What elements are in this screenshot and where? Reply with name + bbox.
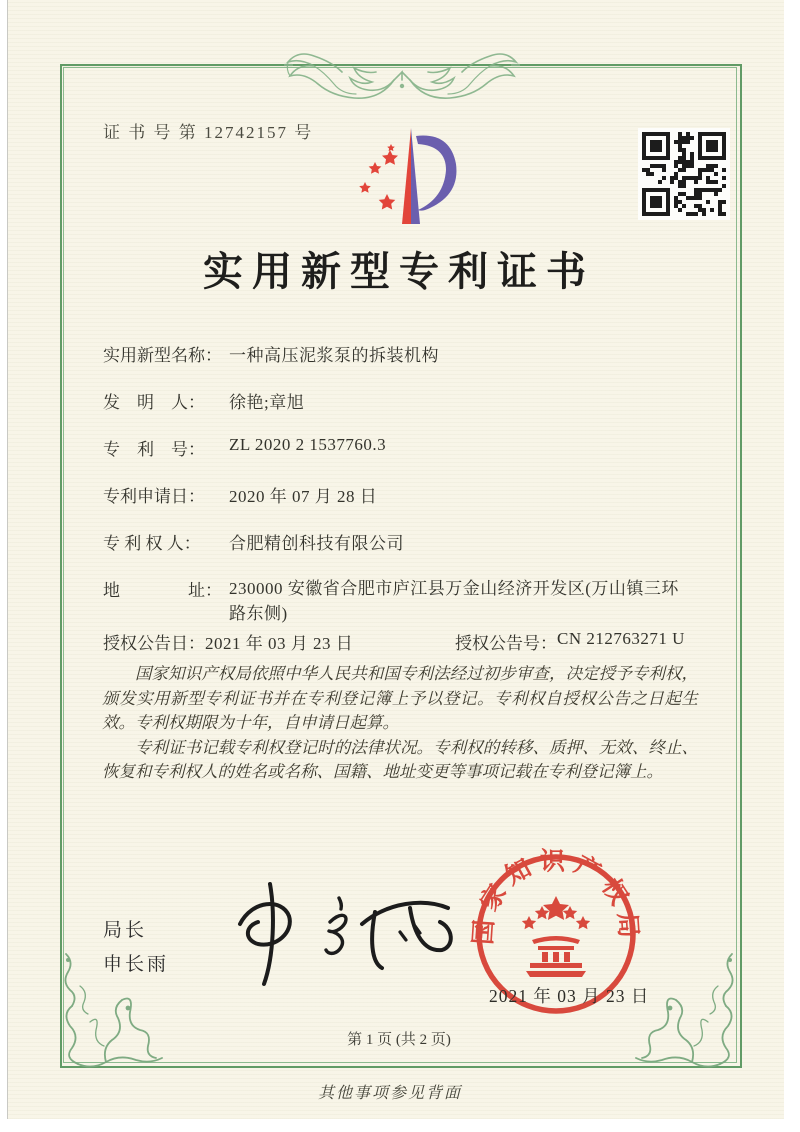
grant-no-pair: [455, 629, 685, 654]
field-value: 2020 年 07 月 28 日: [229, 487, 378, 506]
field-value: 徐艳;章旭: [229, 393, 305, 412]
national-emblem-icon: [522, 896, 590, 977]
field-label: 地 址：: [103, 581, 222, 600]
top-center-ornament: [284, 42, 520, 108]
cnipa-logo-icon: [338, 112, 468, 230]
qr-code: [638, 128, 730, 220]
legal-paragraph-2: 专利证书记载专利权登记时的法律状况。专利权的转移、质押、无效、终止、恢复和专利权人的姓名或名称、国籍、地址变更等事项记载在专利登记簿上。: [102, 737, 698, 781]
field-value: CN 212763271 U: [557, 629, 685, 648]
field-label: 专利申请日：: [103, 487, 205, 506]
field-row-filing-date: [103, 482, 377, 507]
field-value: 合肥精创科技有限公司: [229, 534, 404, 553]
field-label: 专 利 号：: [103, 440, 205, 459]
certificate-title: 实用新型专利证书: [203, 249, 595, 294]
field-label: 授权公告日：: [103, 634, 205, 653]
field-row-name: [103, 341, 439, 366]
field-value: 2021 年 03 月 23 日: [205, 634, 354, 653]
field-row-patentee: [103, 529, 404, 554]
seal-date: 2021 年 03 月 23 日: [489, 986, 650, 1006]
field-label: 发 明 人：: [103, 393, 205, 412]
director-signature: [212, 878, 462, 990]
certificate-number: 证 书 号 第 12742157 号: [103, 123, 314, 142]
officer-name: 申长雨: [103, 954, 170, 975]
field-row-address: [103, 576, 681, 626]
page-number: 第 1 页 (共 2 页): [347, 1032, 451, 1048]
legal-paragraph-1: 国家知识产权局依照中华人民共和国专利法经过初步审查，决定授予专利权，颁发实用新型专利证书并在专利登记簿上予以登记。专利权自授权公告之日起生效。专利权期限为十年，自申请日起算。: [102, 664, 698, 732]
field-label: 专 利 权 人：: [103, 534, 201, 553]
field-label: 授权公告号：: [455, 634, 557, 653]
field-value: 一种高压泥浆泵的拆装机构: [229, 346, 439, 365]
field-row-inventor: [103, 388, 304, 413]
field-label: 实用新型名称：: [103, 346, 222, 365]
field-row-grant: [103, 629, 685, 654]
seal-text: 国家知识产权局: [469, 847, 643, 946]
grant-date-pair: [103, 629, 455, 654]
field-value: ZL 2020 2 1537760.3: [229, 435, 387, 454]
field-value: 230000 安徽省合肥市庐江县万金山经济开发区(万山镇三环路东侧): [229, 579, 679, 623]
officer-title: 局长: [103, 920, 148, 941]
field-row-patent-no: [103, 435, 386, 460]
back-side-note: 其他事项参见背面: [317, 1085, 462, 1102]
legal-text: [102, 662, 698, 785]
